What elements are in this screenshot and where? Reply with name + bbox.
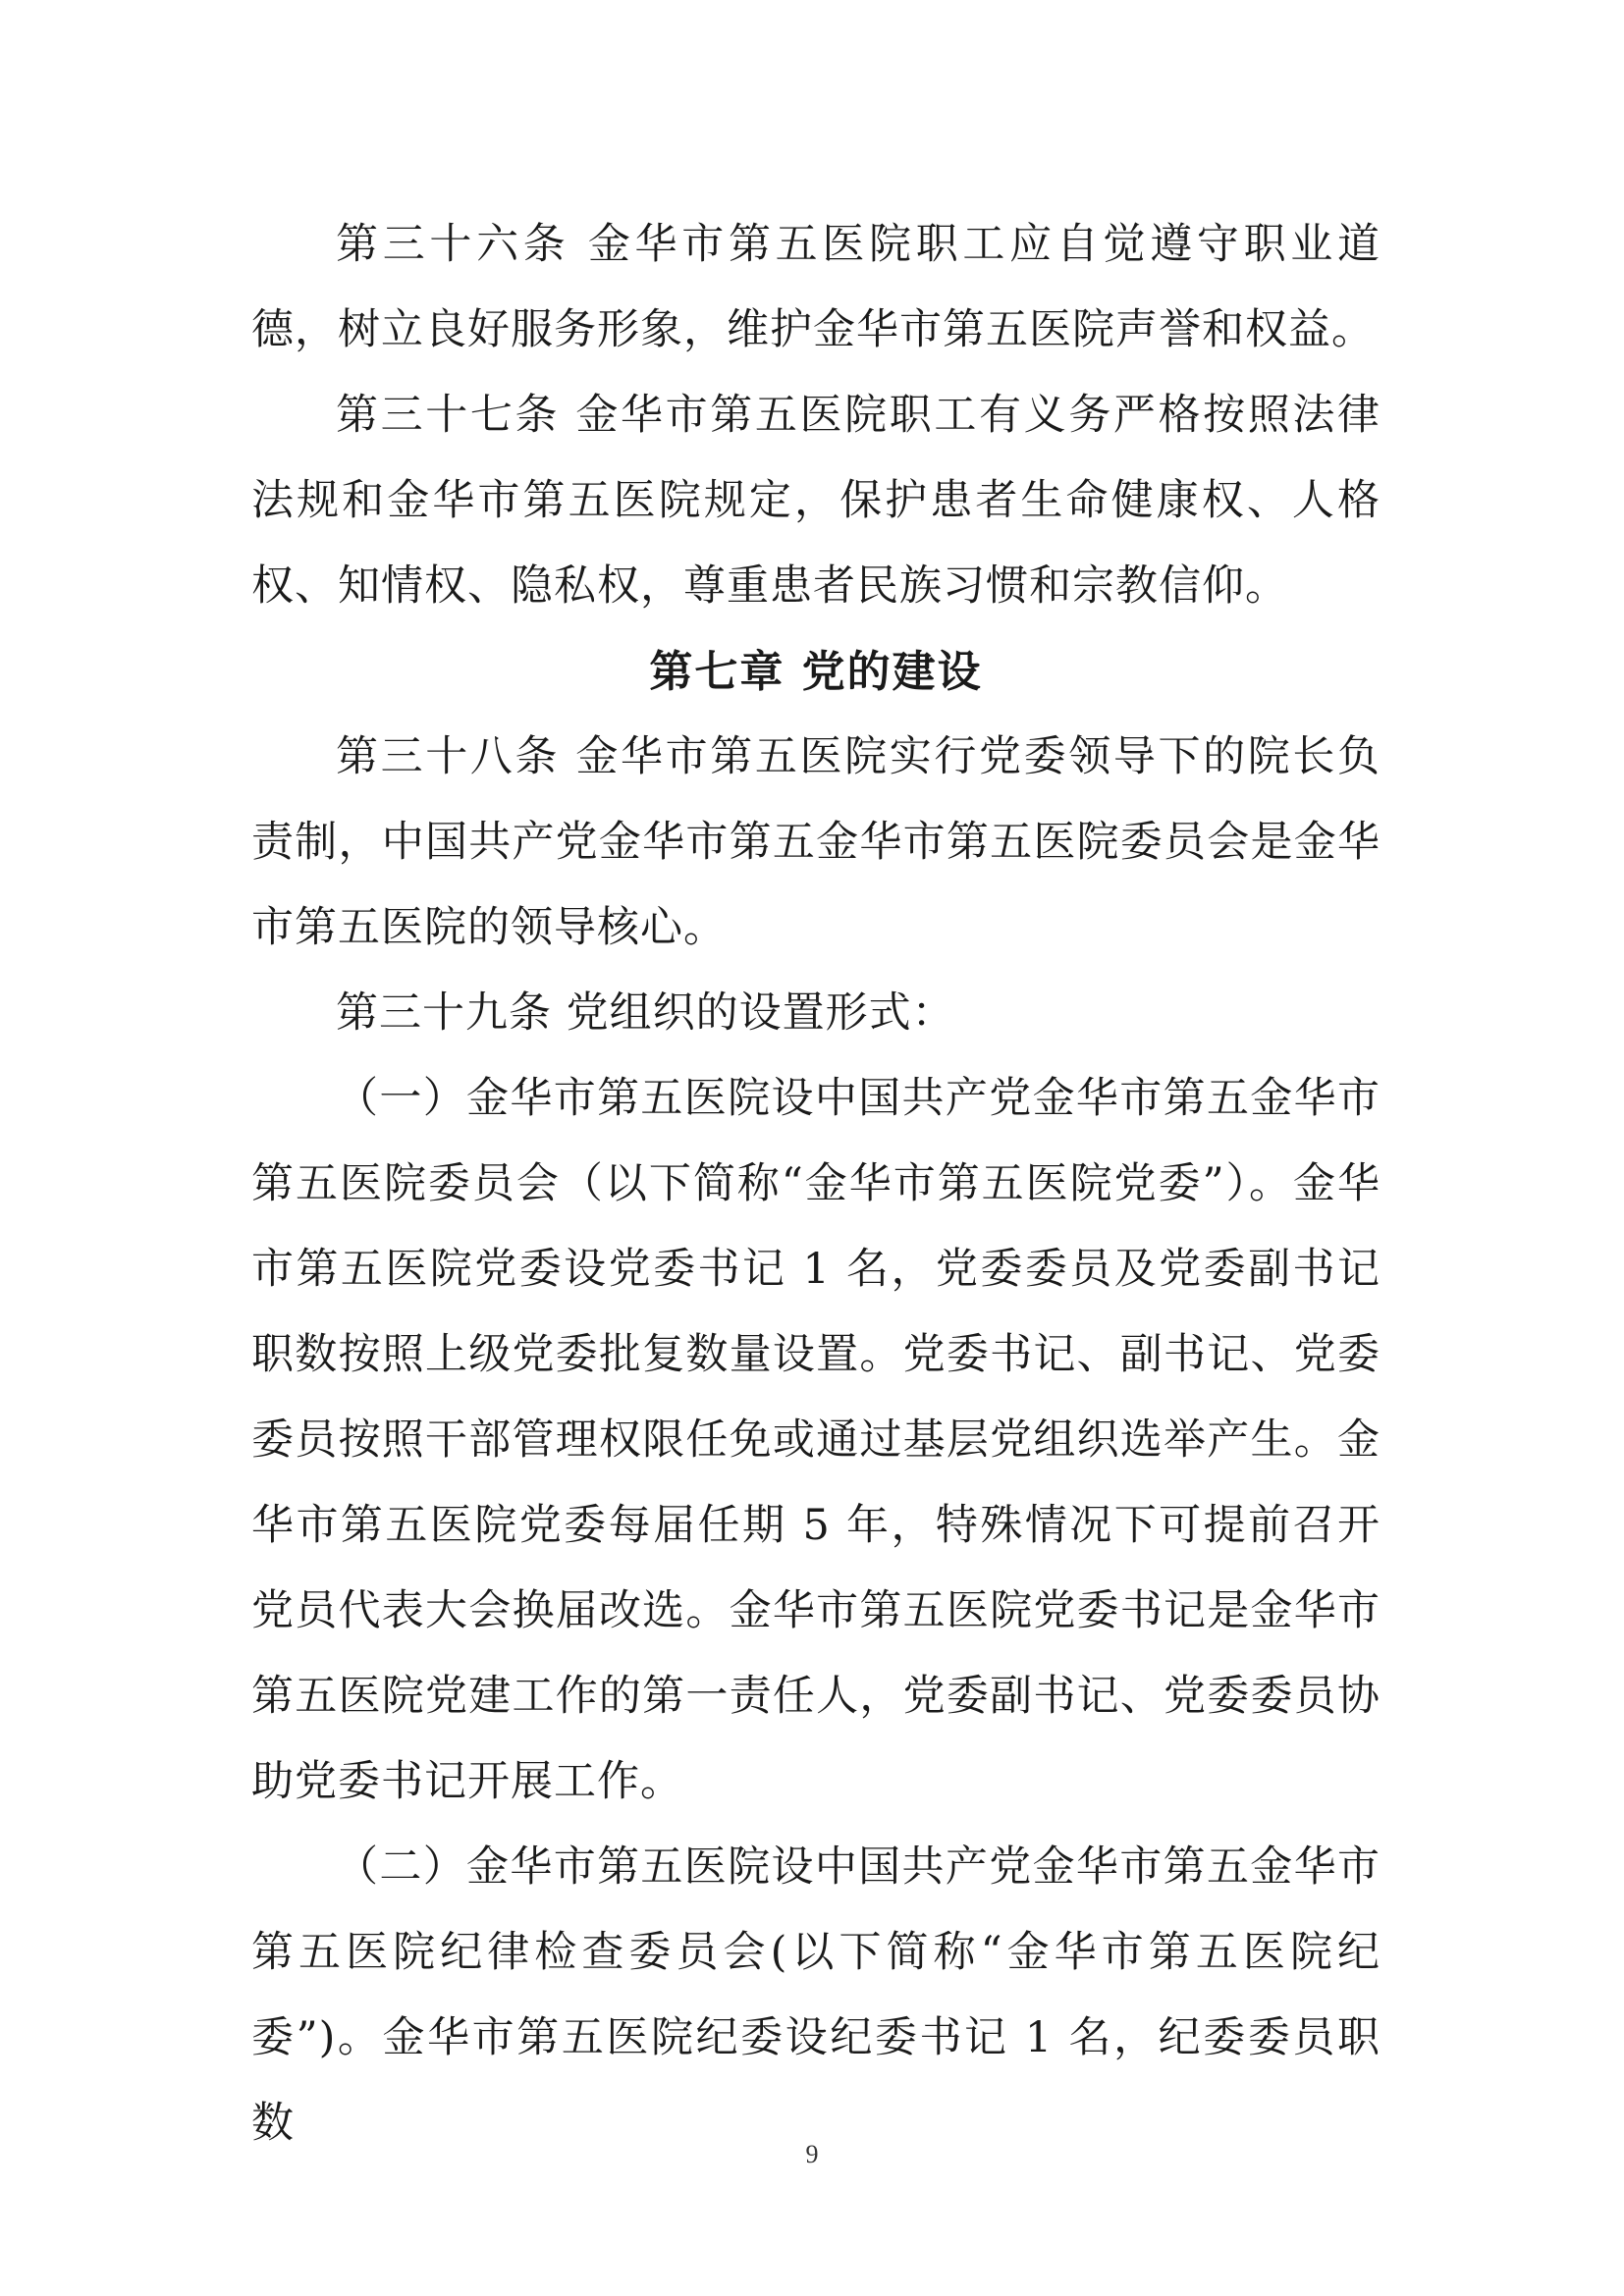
article-39-item-1-paragraph: （一）金华市第五医院设中国共产党金华市第五金华市第五医院委员会（以下简称“金华市第五医院党委”）。金华市第五医院党委设党委书记 1 名，党委委员及党委副书记职数按照上级党委批复数量设置。党委书记、副书记、党委委员按照干部管理权限任免或通过基层党组织选举产生。金华市第五医院党委每届任期 5 年，特殊情况下可提前召开党员代表大会换届改选。金华市第五医院党委书记是金华市第五医院党建工作的第一责任人，党委副书记、党委委员协助党委书记开展工作。	[251, 1074, 1380, 1806]
article-36-paragraph: 第三十六条 金华市第五医院职工应自觉遵守职业道德，树立良好服务形象，维护金华市第五医院声誉和权益。	[251, 220, 1380, 354]
chapter-heading: 第七章 党的建设	[649, 647, 983, 697]
article-39-paragraph: 第三十九条 党组织的设置形式：	[336, 988, 955, 1038]
article-38-paragraph: 第三十八条 金华市第五医院实行党委领导下的院长负责制，中国共产党金华市第五金华市第五医院委员会是金华市第五医院的领导核心。	[251, 732, 1380, 952]
article-39-item-2-paragraph: （二）金华市第五医院设中国共产党金华市第五金华市第五医院纪律检查委员会(以下简称“金华市第五医院纪委”)。金华市第五医院纪委设纪委书记 1 名，纪委委员职数	[251, 1842, 1380, 2148]
page-number: 9	[805, 2140, 819, 2168]
article-37-paragraph: 第三十七条 金华市第五医院职工有义务严格按照法律法规和金华市第五医院规定，保护患者生命健康权、人格权、知情权、隐私权，尊重患者民族习惯和宗教信仰。	[251, 391, 1380, 611]
document-body	[251, 202, 1380, 2166]
